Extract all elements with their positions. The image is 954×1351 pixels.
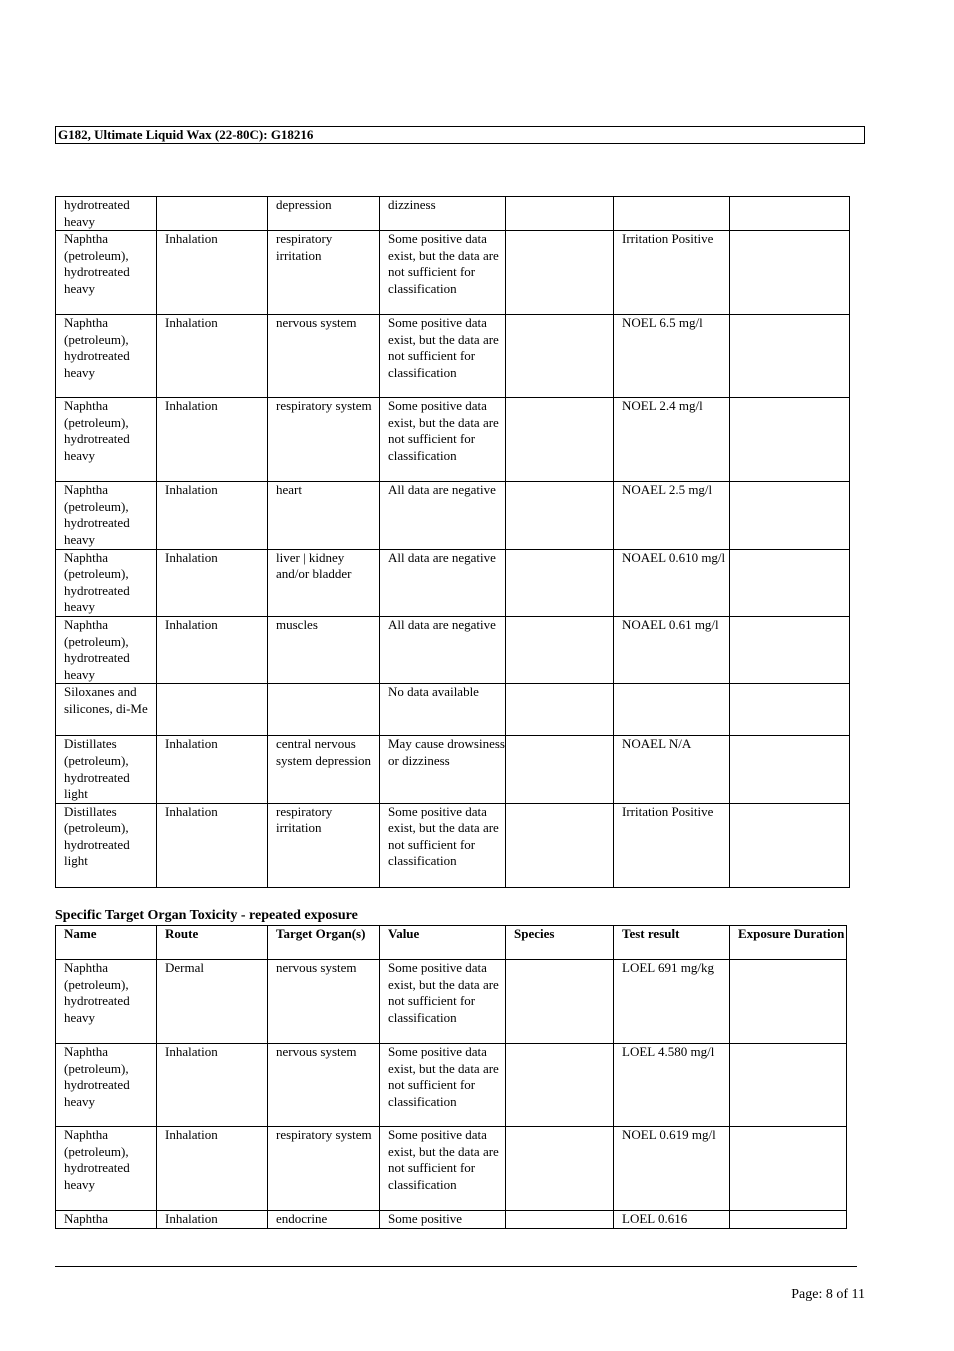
cell-value: dizziness (380, 197, 506, 231)
cell-route: Inhalation (157, 616, 268, 683)
header-test-result: Test result (614, 926, 730, 960)
header-value: Value (380, 926, 506, 960)
cell-target-organ: nervous system (268, 315, 380, 398)
header-species: Species (506, 926, 614, 960)
cell-test-result: NOAEL 0.610 mg/l (614, 549, 730, 616)
footer-divider (55, 1266, 857, 1267)
cell-species (506, 398, 614, 482)
cell-name: Naphtha (petroleum), hydrotreated heavy (56, 315, 157, 398)
cell-route: Dermal (157, 960, 268, 1044)
table-row (56, 736, 850, 803)
cell-test-result: LOEL 0.616 (614, 1211, 730, 1229)
cell-target-organ: heart (268, 482, 380, 549)
cell-exposure-duration (730, 549, 850, 616)
cell-route: Inhalation (157, 398, 268, 482)
cell-target-organ: liver | kidney and/or bladder (268, 549, 380, 616)
table-header-row (56, 926, 847, 960)
cell-test-result: NOEL 2.4 mg/l (614, 398, 730, 482)
cell-test-result (614, 197, 730, 231)
cell-test-result (614, 684, 730, 736)
single-exposure-table-continued (55, 196, 850, 888)
header-exposure-duration: Exposure Duration (730, 926, 847, 960)
cell-value: Some positive data exist, but the data are not sufficient for classification (380, 803, 506, 887)
cell-target-organ: muscles (268, 616, 380, 683)
table-row (56, 315, 850, 398)
cell-test-result: NOEL 6.5 mg/l (614, 315, 730, 398)
cell-exposure-duration (730, 616, 850, 683)
cell-exposure-duration (730, 803, 850, 887)
cell-name: Siloxanes and silicones, di-Me (56, 684, 157, 736)
cell-name: hydrotreated heavy (56, 197, 157, 231)
cell-name: Naphtha (petroleum), hydrotreated heavy (56, 231, 157, 315)
cell-value: All data are negative (380, 616, 506, 683)
cell-test-result: LOEL 691 mg/kg (614, 960, 730, 1044)
cell-value: Some positive (380, 1211, 506, 1229)
cell-test-result: NOAEL N/A (614, 736, 730, 803)
table-row (56, 231, 850, 315)
cell-route: Inhalation (157, 231, 268, 315)
cell-species (506, 482, 614, 549)
cell-target-organ: endocrine (268, 1211, 380, 1229)
cell-route: Inhalation (157, 1127, 268, 1211)
cell-value: All data are negative (380, 482, 506, 549)
table-row (56, 1127, 847, 1211)
cell-value: Some positive data exist, but the data are not sufficient for classification (380, 960, 506, 1044)
table-row (56, 1211, 847, 1229)
cell-value: Some positive data exist, but the data are not sufficient for classification (380, 1044, 506, 1127)
cell-name: Naphtha (petroleum), hydrotreated heavy (56, 482, 157, 549)
cell-name: Naphtha (petroleum), hydrotreated heavy (56, 1044, 157, 1127)
cell-exposure-duration (730, 684, 850, 736)
cell-name: Naphtha (petroleum), hydrotreated heavy (56, 398, 157, 482)
cell-exposure-duration (730, 1044, 847, 1127)
table-row (56, 684, 850, 736)
cell-target-organ (268, 684, 380, 736)
cell-species (506, 197, 614, 231)
cell-target-organ: respiratory system (268, 398, 380, 482)
cell-value: All data are negative (380, 549, 506, 616)
cell-route (157, 197, 268, 231)
cell-name: Naphtha (petroleum), hydrotreated heavy (56, 616, 157, 683)
cell-target-organ: depression (268, 197, 380, 231)
table-row (56, 960, 847, 1044)
header-target-organ: Target Organ(s) (268, 926, 380, 960)
cell-target-organ: central nervous system depression (268, 736, 380, 803)
cell-value: Some positive data exist, but the data are not sufficient for classification (380, 398, 506, 482)
cell-name: Naphtha (petroleum), hydrotreated heavy (56, 1127, 157, 1211)
cell-route: Inhalation (157, 803, 268, 887)
repeated-exposure-table (55, 925, 847, 1229)
cell-exposure-duration (730, 231, 850, 315)
table-row (56, 1044, 847, 1127)
cell-route: Inhalation (157, 1044, 268, 1127)
cell-exposure-duration (730, 1211, 847, 1229)
section-title-repeated-exposure: Specific Target Organ Toxicity - repeated exposure (55, 908, 358, 923)
cell-exposure-duration (730, 1127, 847, 1211)
page-number: Page: 8 of 11 (791, 1287, 865, 1302)
cell-route: Inhalation (157, 315, 268, 398)
document-header: G182, Ultimate Liquid Wax (22-80C): G18216 (55, 126, 865, 144)
table-row (56, 482, 850, 549)
table-row (56, 616, 850, 683)
cell-target-organ: nervous system (268, 1044, 380, 1127)
cell-name: Distillates (petroleum), hydrotreated light (56, 736, 157, 803)
header-name: Name (56, 926, 157, 960)
cell-value: Some positive data exist, but the data are not sufficient for classification (380, 315, 506, 398)
cell-name: Distillates (petroleum), hydrotreated light (56, 803, 157, 887)
cell-target-organ: respiratory irritation (268, 803, 380, 887)
table-row (56, 197, 850, 231)
cell-exposure-duration (730, 315, 850, 398)
cell-species (506, 736, 614, 803)
cell-target-organ: respiratory irritation (268, 231, 380, 315)
cell-name: Naphtha (petroleum), hydrotreated heavy (56, 960, 157, 1044)
cell-value: May cause drowsiness or dizziness (380, 736, 506, 803)
cell-value: Some positive data exist, but the data are not sufficient for classification (380, 1127, 506, 1211)
cell-species (506, 684, 614, 736)
cell-route (157, 684, 268, 736)
cell-species (506, 1127, 614, 1211)
cell-test-result: Irritation Positive (614, 803, 730, 887)
cell-route: Inhalation (157, 549, 268, 616)
cell-target-organ: respiratory system (268, 1127, 380, 1211)
cell-route: Inhalation (157, 482, 268, 549)
cell-species (506, 231, 614, 315)
cell-species (506, 960, 614, 1044)
cell-test-result: LOEL 4.580 mg/l (614, 1044, 730, 1127)
cell-test-result: NOEL 0.619 mg/l (614, 1127, 730, 1211)
table-row (56, 803, 850, 887)
cell-test-result: NOAEL 0.61 mg/l (614, 616, 730, 683)
cell-name: Naphtha (petroleum), hydrotreated heavy (56, 549, 157, 616)
header-route: Route (157, 926, 268, 960)
cell-exposure-duration (730, 197, 850, 231)
cell-exposure-duration (730, 482, 850, 549)
cell-route: Inhalation (157, 1211, 268, 1229)
cell-name: Naphtha (56, 1211, 157, 1229)
cell-species (506, 616, 614, 683)
cell-species (506, 315, 614, 398)
cell-species (506, 1044, 614, 1127)
cell-value: No data available (380, 684, 506, 736)
cell-test-result: NOAEL 2.5 mg/l (614, 482, 730, 549)
table-row (56, 549, 850, 616)
cell-target-organ: nervous system (268, 960, 380, 1044)
cell-species (506, 1211, 614, 1229)
table-row (56, 398, 850, 482)
cell-exposure-duration (730, 736, 850, 803)
cell-exposure-duration (730, 960, 847, 1044)
cell-species (506, 549, 614, 616)
cell-value: Some positive data exist, but the data are not sufficient for classification (380, 231, 506, 315)
cell-exposure-duration (730, 398, 850, 482)
cell-test-result: Irritation Positive (614, 231, 730, 315)
cell-route: Inhalation (157, 736, 268, 803)
cell-species (506, 803, 614, 887)
